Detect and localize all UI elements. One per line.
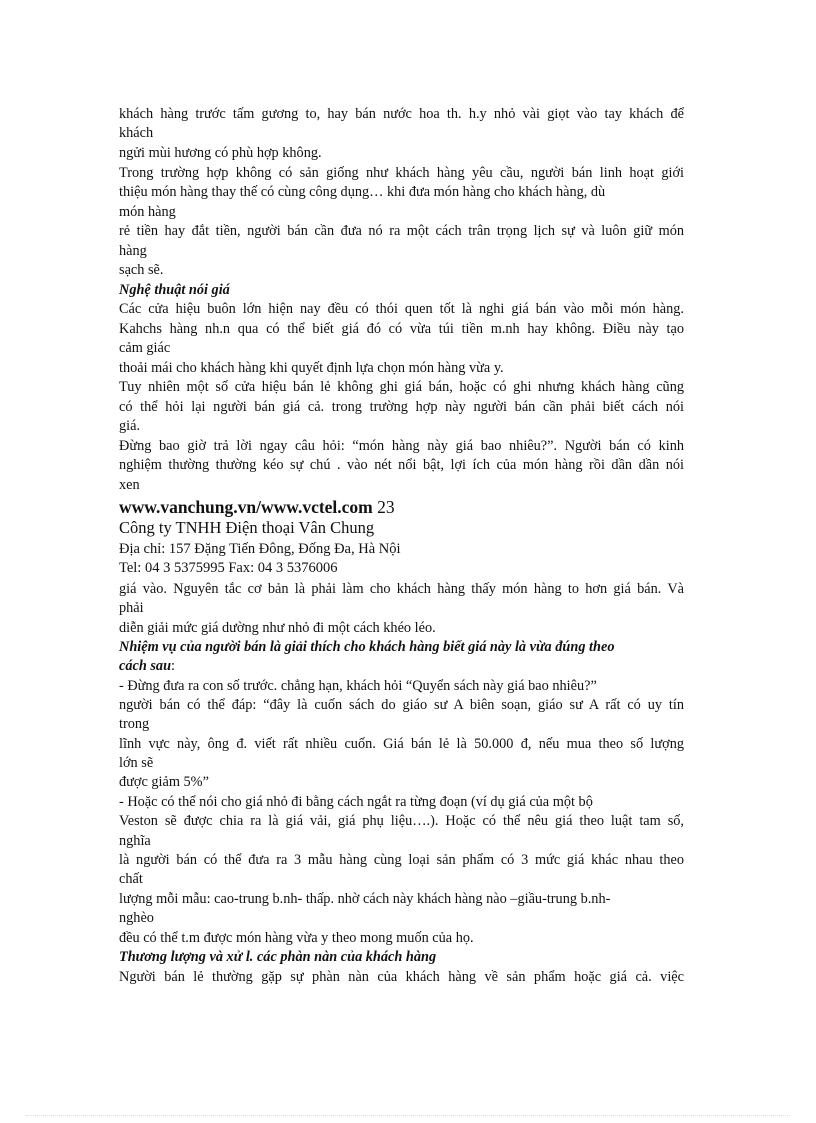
website-link[interactable]: www.vanchung.vn/www.vctel.com: [119, 497, 373, 517]
text-line: Tuy nhiên một số cửa hiệu bán lẻ không ghi giá bán, hoặc có ghi nhưng khách hàng cũng: [119, 379, 684, 395]
footer-contact: Tel: 04 3 5375995 Fax: 04 3 5376006: [119, 560, 338, 576]
text-line: - Hoặc có thể nói cho giá nhỏ đi bằng cách ngắt ra từng đoạn (ví dụ giá của một bộ: [119, 794, 593, 810]
heading-colon: :: [171, 658, 176, 674]
section-heading: Thương lượng và xử l. các phàn nàn của khách hàng: [119, 949, 437, 965]
text-line: Veston sẽ được chia ra là giá vải, giá phụ liệu….). Hoặc có thể nêu giá theo luật tam số,: [119, 813, 684, 829]
text-line: Các cửa hiệu buôn lớn hiện nay đều có thói quen tốt là nghi giá bán vào mỗi món hàng.: [119, 301, 684, 317]
text-line: xen: [119, 477, 140, 493]
text-line: thiệu món hàng thay thế có cùng công dụng… khi đưa món hàng cho khách hàng, dù: [119, 184, 606, 200]
text-line: nghĩa: [119, 833, 151, 849]
text-line: trong: [119, 716, 150, 732]
text-line: lượng mỗi mẫu: cao-trung b.nh- thấp. nhờ cách này khách hàng nào –giầu-trung b.nh-: [119, 891, 611, 907]
text-line: chất: [119, 871, 143, 887]
section-heading: Nghệ thuật nói giá: [119, 282, 230, 298]
text-line: giá vào. Nguyên tắc cơ bản là phải làm cho khách hàng thấy món hàng to hơn giá bán. Và: [119, 581, 684, 597]
text-line: phải: [119, 600, 144, 616]
text-line: Trong trường hợp không có sản giống như khách hàng yêu cầu, người bán linh hoạt giới: [119, 165, 684, 181]
text-line: diễn giải mức giá dường như nhỏ đi một cách khéo léo.: [119, 620, 436, 636]
text-line: giá.: [119, 418, 141, 434]
text-line: có thể hỏi lại người bán giá cả. trong trường hợp này người bán cần phải biết cách nói: [119, 399, 684, 415]
text-line: nghiệm thường thường kéo sự chú . vào nét nổi bật, lợi ích của món hàng rồi dần dần nói: [119, 457, 684, 473]
text-line: - Đừng đưa ra con số trước. chẳng hạn, khách hỏi “Quyển sách này giá bao nhiêu?”: [119, 678, 597, 694]
footer-company: Công ty TNHH Điện thoại Vân Chung: [119, 518, 375, 537]
text-line: khách hàng trước tấm gương to, hay bán nước hoa th. h.y nhỏ vài giọt vào tay khách để: [119, 106, 684, 122]
text-line: người bán có thể đáp: “đây là cuốn sách do giáo sư A biên soạn, giáo sư A rất có uy tín: [119, 697, 684, 713]
text-line: món hàng: [119, 204, 176, 220]
text-line: ngửi mùi hương có phù hợp không.: [119, 145, 322, 161]
text-line: đều có thể t.m được món hàng vừa y theo mong muốn của họ.: [119, 930, 474, 946]
page-bottom-divider: [26, 1115, 790, 1116]
text-line: là người bán có thể đưa ra 3 mẫu hàng cùng loại sản phẩm có 3 mức giá khác nhau theo: [119, 852, 684, 868]
text-line: thoải mái cho khách hàng khi quyết định lựa chọn món hàng vừa y.: [119, 360, 504, 376]
footer-address: Địa chỉ: 157 Đặng Tiến Đông, Đống Đa, Hà Nội: [119, 541, 401, 557]
heading-tail: cách sau: [119, 658, 172, 674]
text-line: nghèo: [119, 910, 154, 926]
page-number: 23: [377, 497, 395, 517]
text-line: Kahchs hàng nh.n qua có thể biết giá đó có vừa túi tiền m.nh hay không. Điều này tạo: [119, 321, 684, 337]
footer-website: [119, 497, 395, 517]
text-line: lớn sẽ: [119, 755, 154, 771]
text-line: cảm giác: [119, 340, 171, 356]
text-line: Đừng bao giờ trả lời ngay câu hỏi: “món hàng này giá bao nhiêu?”. Người bán có kinh: [119, 438, 684, 454]
text-line: rẻ tiền hay đắt tiền, người bán cần đưa nó ra một cách trân trọng lịch sự và luôn giữ món: [119, 223, 684, 239]
section-heading: Nhiệm vụ của người bán là giải thích cho khách hàng biết giá này là vừa đúng theo: [119, 639, 615, 655]
text-line: sạch sẽ.: [119, 262, 164, 278]
section-heading-continued: [119, 657, 175, 675]
text-line: được giảm 5%”: [119, 774, 209, 790]
text-line: Người bán lẻ thường gặp sự phàn nàn của khách hàng về sản phẩm hoặc giá cả. việc: [119, 969, 684, 985]
text-line: lĩnh vực này, ông đ. viết rất nhiều cuốn. Giá bán lẻ là 50.000 đ, nếu mua theo số lượng: [119, 736, 684, 752]
text-line: khách: [119, 125, 154, 141]
text-line: hàng: [119, 243, 147, 259]
